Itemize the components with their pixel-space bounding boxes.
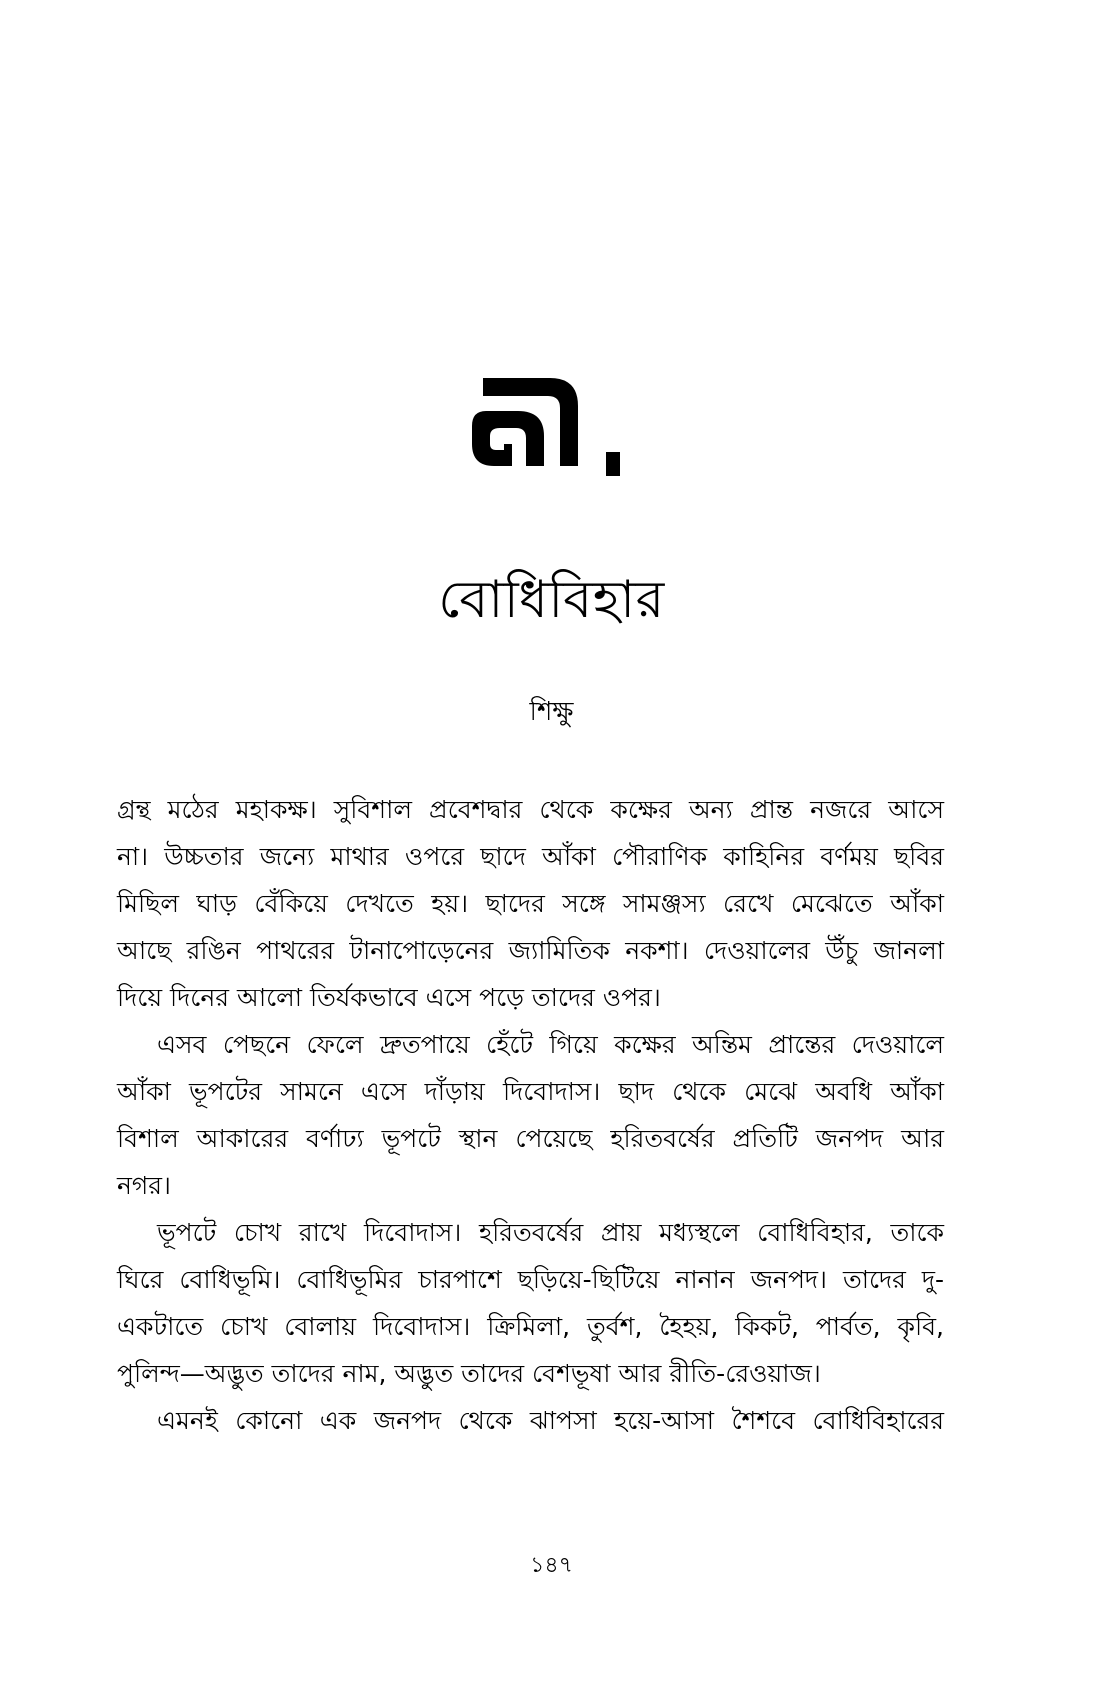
text-line: পুলিন্দ—অদ্ভুত তাদের নাম, অদ্ভুত তাদের বেশভূষা আর রীতি-রেওয়াজ।	[117, 1359, 821, 1388]
paragraph-1	[117, 786, 944, 1021]
body-text	[117, 786, 944, 1444]
paragraph-3	[117, 1209, 944, 1397]
chapter-numeral-glyph-icon	[460, 366, 630, 476]
chapter-title: বোধিবিহার	[438, 570, 665, 630]
text-line: বিশাল আকারের বর্ণাঢ্য ভূপটে স্থান পেয়েছে হরিতবর্ষের প্রতিটি জনপদ আর	[117, 1124, 944, 1153]
text-line: এমনই কোনো এক জনপদ থেকে ঝাপসা হয়ে-আসা শৈশবে বোধিবিহারের	[157, 1406, 944, 1435]
text-line: ভূপটে চোখ রাখে দিবোদাস। হরিতবর্ষের প্রায় মধ্যস্থলে বোধিবিহার, তাকে	[157, 1218, 944, 1247]
text-line: ঘিরে বোধিভূমি। বোধিভূমির চারপাশে ছড়িয়ে-ছিটিয়ে নানান জনপদ। তাদের দু-	[117, 1265, 944, 1294]
paragraph-2	[117, 1021, 944, 1209]
chapter-number	[460, 366, 630, 476]
author-name: শিক্ষু	[529, 697, 574, 727]
paragraph-4	[117, 1397, 944, 1444]
text-line: এসব পেছনে ফেলে দ্রুতপায়ে হেঁটে গিয়ে কক্ষের অন্তিম প্রান্তের দেওয়ালে	[157, 1030, 944, 1059]
text-line: মিছিল ঘাড় বেঁকিয়ে দেখতে হয়। ছাদের সঙ্গে সামঞ্জস্য রেখে মেঝেতে আঁকা	[117, 889, 944, 918]
text-line: গ্রন্থ মঠের মহাকক্ষ। সুবিশাল প্রবেশদ্বার থেকে কক্ষের অন্য প্রান্ত নজরে আসে	[117, 795, 944, 824]
text-line: নগর।	[117, 1171, 171, 1200]
text-line: আঁকা ভূপটের সামনে এসে দাঁড়ায় দিবোদাস। ছাদ থেকে মেঝে অবধি আঁকা	[117, 1077, 944, 1106]
text-line: না। উচ্চতার জন্যে মাথার ওপরে ছাদে আঁকা পৌরাণিক কাহিনির বর্ণময় ছবির	[117, 842, 944, 871]
text-line: একটাতে চোখ বোলায় দিবোদাস। ক্রিমিলা, তুর্বশ, হৈহয়, কিকট, পার্বত, কৃবি,	[117, 1312, 944, 1341]
text-line: আছে রঙিন পাথরের টানাপোড়েনের জ্যামিতিক নকশা। দেওয়ালের উঁচু জানলা	[117, 936, 944, 965]
text-line: দিয়ে দিনের আলো তির্যকভাবে এসে পড়ে তাদের ওপর।	[117, 983, 661, 1012]
page-number: ১৪৭	[530, 1553, 573, 1578]
